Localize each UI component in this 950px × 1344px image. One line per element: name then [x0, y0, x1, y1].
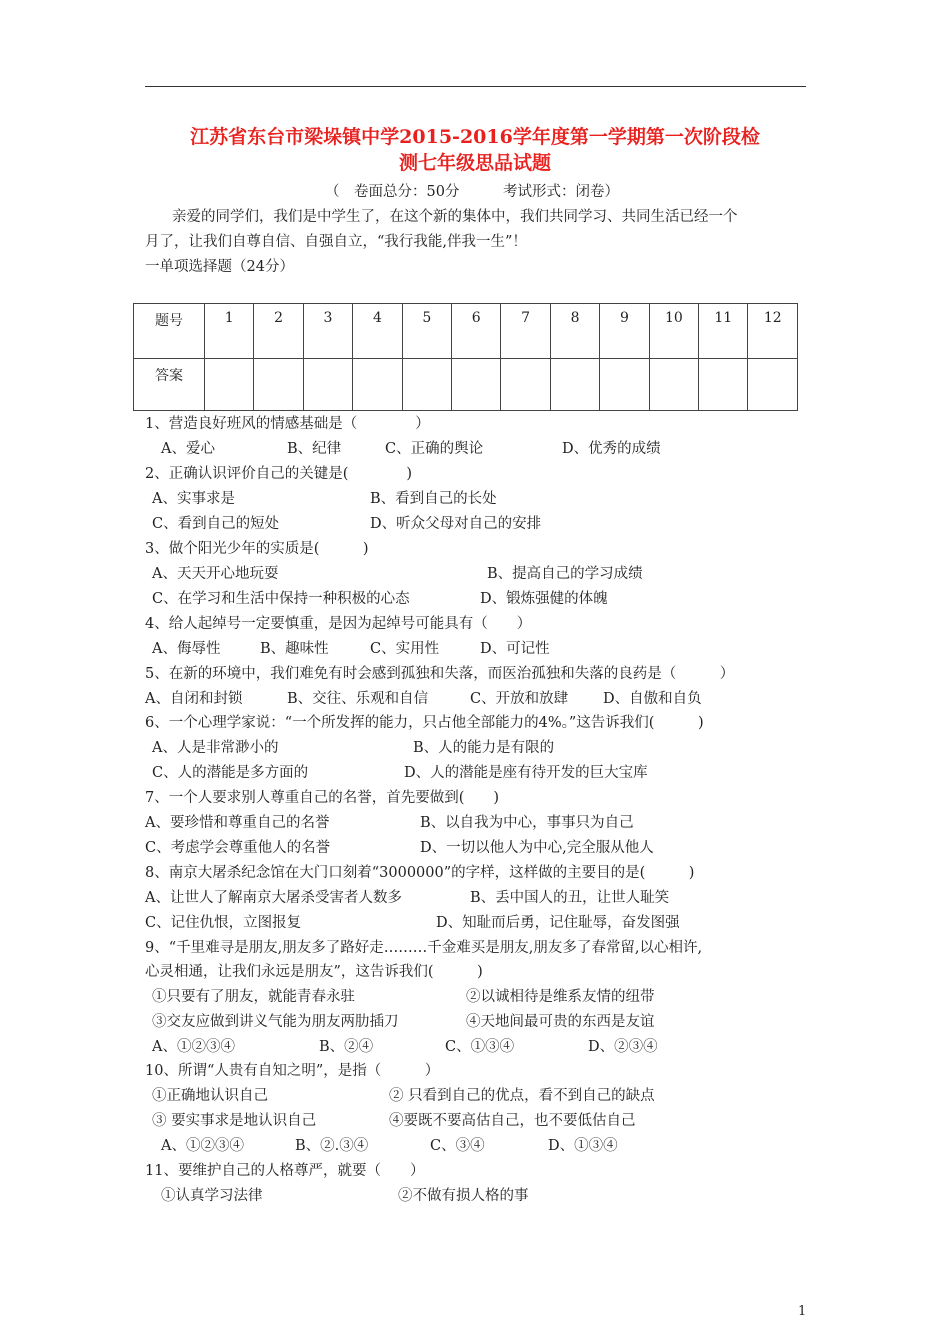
- q4-option-c: C、实用性: [370, 641, 440, 657]
- answer-cell[interactable]: [550, 359, 599, 411]
- q5-option-b: B、交往、乐观和自信: [287, 691, 429, 707]
- table-cell-number: 3: [303, 304, 352, 359]
- table-cell-number: 1: [205, 304, 254, 359]
- q7-option-a: A、要珍惜和尊重自己的名誉: [145, 815, 330, 831]
- q1-option-a: A、爱心: [161, 441, 215, 457]
- table-row: [134, 304, 798, 359]
- q2-option-b: B、看到自己的长处: [370, 491, 497, 507]
- answer-cell[interactable]: [600, 359, 649, 411]
- q6-option-c: C、人的潜能是多方面的: [152, 765, 309, 781]
- q2-option-a: A、实事求是: [152, 491, 235, 507]
- q9-option-a: A、①②③④: [152, 1039, 235, 1055]
- question-1-stem: 1、营造良好班风的情感基础是（ ）: [145, 416, 430, 432]
- q3-option-b: B、提高自己的学习成绩: [487, 566, 643, 582]
- table-label-number: 题号: [134, 304, 205, 359]
- q1-option-b: B、纪律: [287, 441, 342, 457]
- q9-statement-3: ③交友应做到讲义气能为朋友两肋插刀: [152, 1014, 399, 1030]
- intro-line-1: 亲爱的同学们，我们是中学生了，在这个新的集体中，我们共同学习、共同生活已经一个: [172, 209, 738, 225]
- answer-table: [133, 303, 798, 411]
- q3-option-c: C、在学习和生活中保持一种积极的心态: [152, 591, 410, 607]
- q10-option-c: C、③④: [430, 1138, 485, 1154]
- question-9-stem-cont: 心灵相通，让我们永远是朋友”，这告诉我们( ): [145, 964, 483, 980]
- q7-option-c: C、考虑学会尊重他人的名誉: [145, 840, 331, 856]
- table-label-answer: 答案: [134, 359, 205, 411]
- q2-option-d: D、听众父母对自己的安排: [370, 516, 542, 532]
- table-cell-number: 10: [649, 304, 698, 359]
- q9-option-c: C、①③④: [445, 1039, 515, 1055]
- q8-option-c: C、记住仇恨，立图报复: [145, 915, 302, 931]
- q10-statement-4: ④要既不要高估自己，也不要低估自己: [389, 1113, 636, 1129]
- table-cell-number: 11: [699, 304, 748, 359]
- q9-statement-1: ①只要有了朋友，就能青春永驻: [152, 989, 355, 1005]
- table-cell-number: 12: [748, 304, 798, 359]
- question-4-stem: 4、给人起绰号一定要慎重，是因为起绰号可能具有（ ）: [145, 616, 532, 632]
- table-cell-number: 2: [254, 304, 303, 359]
- question-9-stem: 9、“千里难寻是朋友,朋友多了路好走………千金难买是朋友,朋友多了春常留,以心相许,: [145, 940, 703, 956]
- answer-cell[interactable]: [501, 359, 550, 411]
- intro-line-2: 月了，让我们自尊自信、自强自立，“我行我能,伴我一生”！: [145, 234, 527, 250]
- answer-cell[interactable]: [649, 359, 698, 411]
- q9-statement-2: ②以诚相待是维系友情的纽带: [466, 989, 655, 1005]
- question-11-stem: 11、要维护自己的人格尊严，就要（ ）: [145, 1163, 425, 1179]
- q6-option-b: B、人的能力是有限的: [413, 740, 555, 756]
- answer-cell[interactable]: [748, 359, 798, 411]
- table-cell-number: 7: [501, 304, 550, 359]
- q9-option-b: B、②④: [319, 1039, 374, 1055]
- question-5-stem: 5、在新的环境中，我们难免有时会感到孤独和失落，而医治孤独和失落的良药是（ ）: [145, 666, 735, 682]
- q11-statement-1: ①认真学习法律: [161, 1188, 263, 1204]
- question-6-stem: 6、一个心理学家说：“一个所发挥的能力，只占他全部能力的4%。”这告诉我们( ): [145, 715, 704, 731]
- q5-option-c: C、开放和放肆: [470, 691, 569, 707]
- question-7-stem: 7、一个人要求别人尊重自己的名誉，首先要做到( ): [145, 790, 500, 806]
- answer-cell[interactable]: [205, 359, 254, 411]
- table-cell-number: 4: [353, 304, 402, 359]
- q4-option-a: A、侮辱性: [152, 641, 221, 657]
- q10-statement-1: ①正确地认识自己: [152, 1088, 268, 1104]
- question-3-stem: 3、做个阳光少年的实质是( ): [145, 541, 369, 557]
- q8-option-b: B、丢中国人的丑，让世人耻笑: [470, 890, 670, 906]
- table-cell-number: 8: [550, 304, 599, 359]
- table-row: [134, 359, 798, 411]
- q10-option-d: D、①③④: [548, 1138, 618, 1154]
- page-number: 1: [798, 1304, 807, 1319]
- table-cell-number: 5: [402, 304, 451, 359]
- table-cell-number: 6: [452, 304, 501, 359]
- q8-option-d: D、知耻而后勇，记住耻辱，奋发图强: [436, 915, 680, 931]
- q5-option-d: D、自傲和自负: [603, 691, 702, 707]
- q9-option-d: D、②③④: [588, 1039, 658, 1055]
- q4-option-b: B、趣味性: [260, 641, 329, 657]
- section-title: 一单项选择题（24分）: [145, 259, 294, 275]
- q1-option-d: D、优秀的成绩: [562, 441, 661, 457]
- exam-info: （ 卷面总分：50分 考试形式：闭卷）: [325, 184, 619, 200]
- header-rule: [145, 86, 806, 87]
- answer-cell[interactable]: [452, 359, 501, 411]
- question-2-stem: 2、正确认识评价自己的关键是( ): [145, 466, 413, 482]
- q7-option-b: B、以自我为中心，事事只为自己: [420, 815, 634, 831]
- q2-option-c: C、看到自己的短处: [152, 516, 280, 532]
- answer-cell[interactable]: [699, 359, 748, 411]
- q3-option-d: D、锻炼强健的体魄: [480, 591, 608, 607]
- q8-option-a: A、让世人了解南京大屠杀受害者人数多: [145, 890, 402, 906]
- title-line-1: 江苏省东台市梁垛镇中学2015-2016学年度第一学期第一次阶段检: [190, 126, 760, 148]
- answer-cell[interactable]: [254, 359, 303, 411]
- question-8-stem: 8、南京大屠杀纪念馆在大门口刻着“3000000”的字样，这样做的主要目的是( ): [145, 865, 695, 881]
- title-line-2: 测七年级思品试题: [398, 152, 551, 174]
- answer-cell[interactable]: [402, 359, 451, 411]
- table-cell-number: 9: [600, 304, 649, 359]
- q11-statement-2: ②不做有损人格的事: [398, 1188, 529, 1204]
- question-10-stem: 10、所谓“人贵有自知之明”，是指（ ）: [145, 1063, 440, 1079]
- q5-option-a: A、自闭和封锁: [145, 691, 243, 707]
- q7-option-d: D、一切以他人为中心,完全服从他人: [420, 840, 654, 856]
- q6-option-a: A、人是非常渺小的: [152, 740, 279, 756]
- q10-option-a: A、①②③④: [161, 1138, 244, 1154]
- answer-cell[interactable]: [353, 359, 402, 411]
- q1-option-c: C、正确的舆论: [385, 441, 484, 457]
- q10-statement-3: ③ 要实事求是地认识自己: [152, 1113, 317, 1129]
- q3-option-a: A、天天开心地玩耍: [152, 566, 279, 582]
- answer-cell[interactable]: [303, 359, 352, 411]
- q6-option-d: D、人的潜能是座有待开发的巨大宝库: [404, 765, 648, 781]
- q10-option-b: B、②.③④: [295, 1138, 369, 1154]
- q4-option-d: D、可记性: [480, 641, 550, 657]
- q10-statement-2: ② 只看到自己的优点，看不到自己的缺点: [389, 1088, 655, 1104]
- q9-statement-4: ④天地间最可贵的东西是友谊: [466, 1014, 655, 1030]
